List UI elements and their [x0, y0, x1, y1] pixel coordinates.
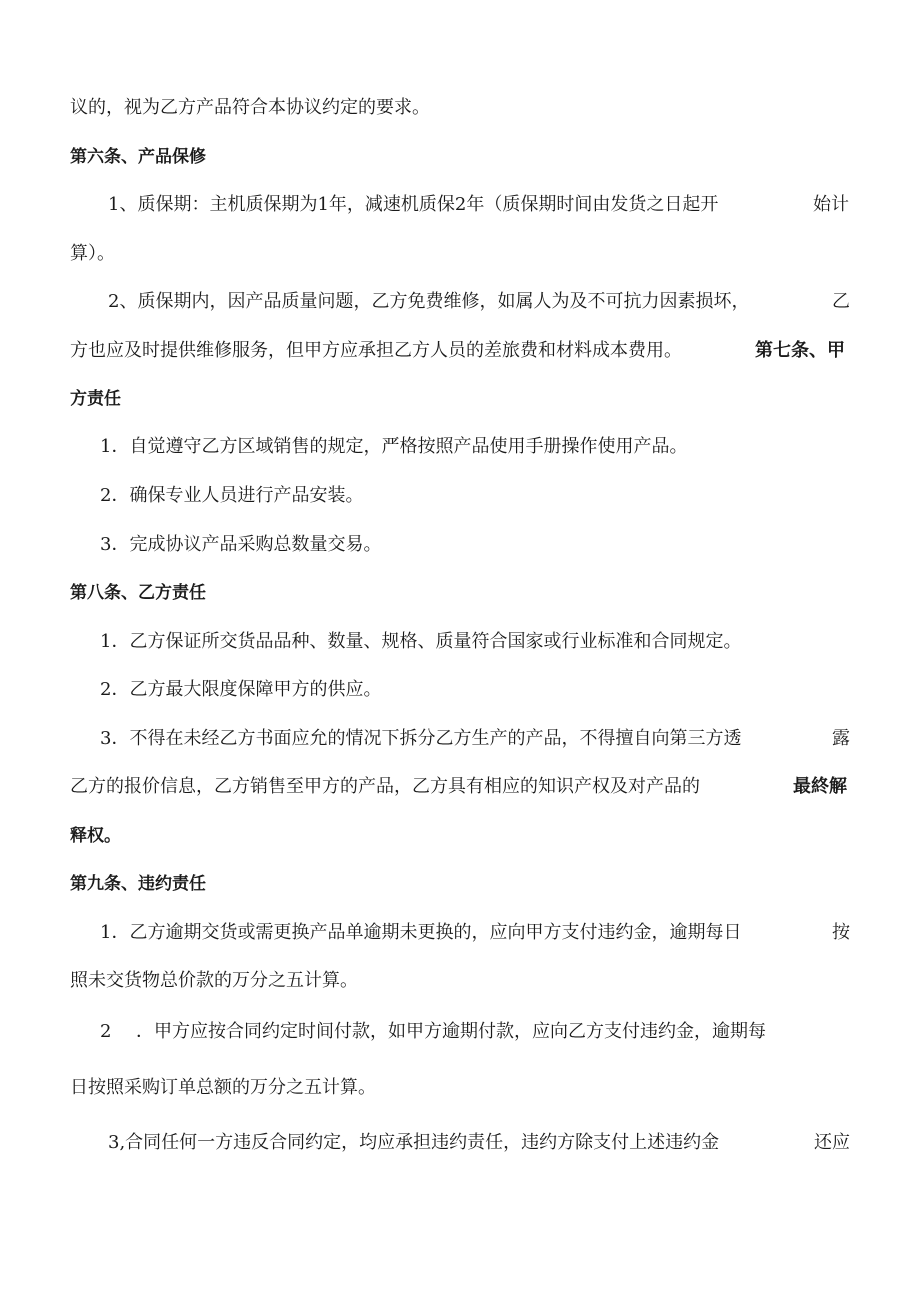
heading-text: 第六条、产品保修 — [70, 147, 206, 167]
paragraph-text: 1．乙方保证所交货品品种、数量、规格、质量符合国家或行业标准和合同规定。 — [100, 631, 742, 652]
paragraph-text: ．甲方应按合同约定时间付款，如甲方逾期付款，应向乙方支付违约金，逾期每 — [136, 1021, 766, 1042]
paragraph-text: 议的，视为乙方产品符合本协议约定的要求。 — [70, 97, 430, 118]
paragraph-text: 算）。 — [70, 243, 115, 264]
paragraph-text: 2．确保专业人员进行产品安装。 — [100, 485, 364, 506]
paragraph-text: 3．不得在未经乙方书面应允的情况下拆分乙方生产的产品，不得擅自向第三方透 — [100, 728, 742, 749]
paragraph-text: 1．乙方逾期交货或需更换产品单逾期未更换的，应向甲方支付违约金，逾期每日 — [100, 922, 742, 943]
emphasis-text: 最終解 — [793, 776, 847, 797]
paragraph-text: 2．乙方最大限度保障甲方的供应。 — [100, 679, 382, 700]
paragraph-text: 按 — [832, 922, 850, 943]
paragraph-text: 1、质保期：主机质保期为1年，减速机质保2年（质保期时间由发货之日起开 — [108, 194, 719, 215]
paragraph-text: 日按照采购订单总额的万分之五计算。 — [70, 1077, 376, 1098]
paragraph-text: 方也应及时提供维修服务，但甲方应承担乙方人员的差旅费和材料成本费用。 — [70, 340, 682, 361]
heading-text: 方责任 — [70, 389, 121, 409]
section-heading: 第七条、甲 — [755, 340, 845, 361]
paragraph-text: 乙 — [832, 291, 850, 312]
paragraph-text: 3,合同任何一方违反合同约定，均应承担违约责任，违约方除支付上述违约金 — [108, 1132, 720, 1153]
paragraph-text: 1．自觉遵守乙方区域销售的规定，严格按照产品使用手册操作使用产品。 — [100, 436, 688, 457]
paragraph-text: 还应 — [814, 1132, 850, 1153]
paragraph-text: 3．完成协议产品采购总数量交易。 — [100, 534, 382, 555]
heading-text: 第九条、违约责任 — [70, 874, 206, 894]
paragraph-text: 2、质保期内，因产品质量问题，乙方免费维修，如属人为及不可抗力因素损坏， — [108, 291, 750, 312]
paragraph-text: 露 — [832, 728, 850, 749]
paragraph-text: 2 — [100, 1021, 112, 1042]
heading-text: 第八条、乙方责任 — [70, 583, 206, 603]
emphasis-text: 释权。 — [70, 826, 121, 846]
paragraph-text: 照未交货物总价款的万分之五计算。 — [70, 970, 358, 991]
paragraph-text: 始计 — [813, 194, 849, 215]
paragraph-text: 乙方的报价信息，乙方销售至甲方的产品，乙方具有相应的知识产权及对产品的 — [70, 776, 700, 797]
